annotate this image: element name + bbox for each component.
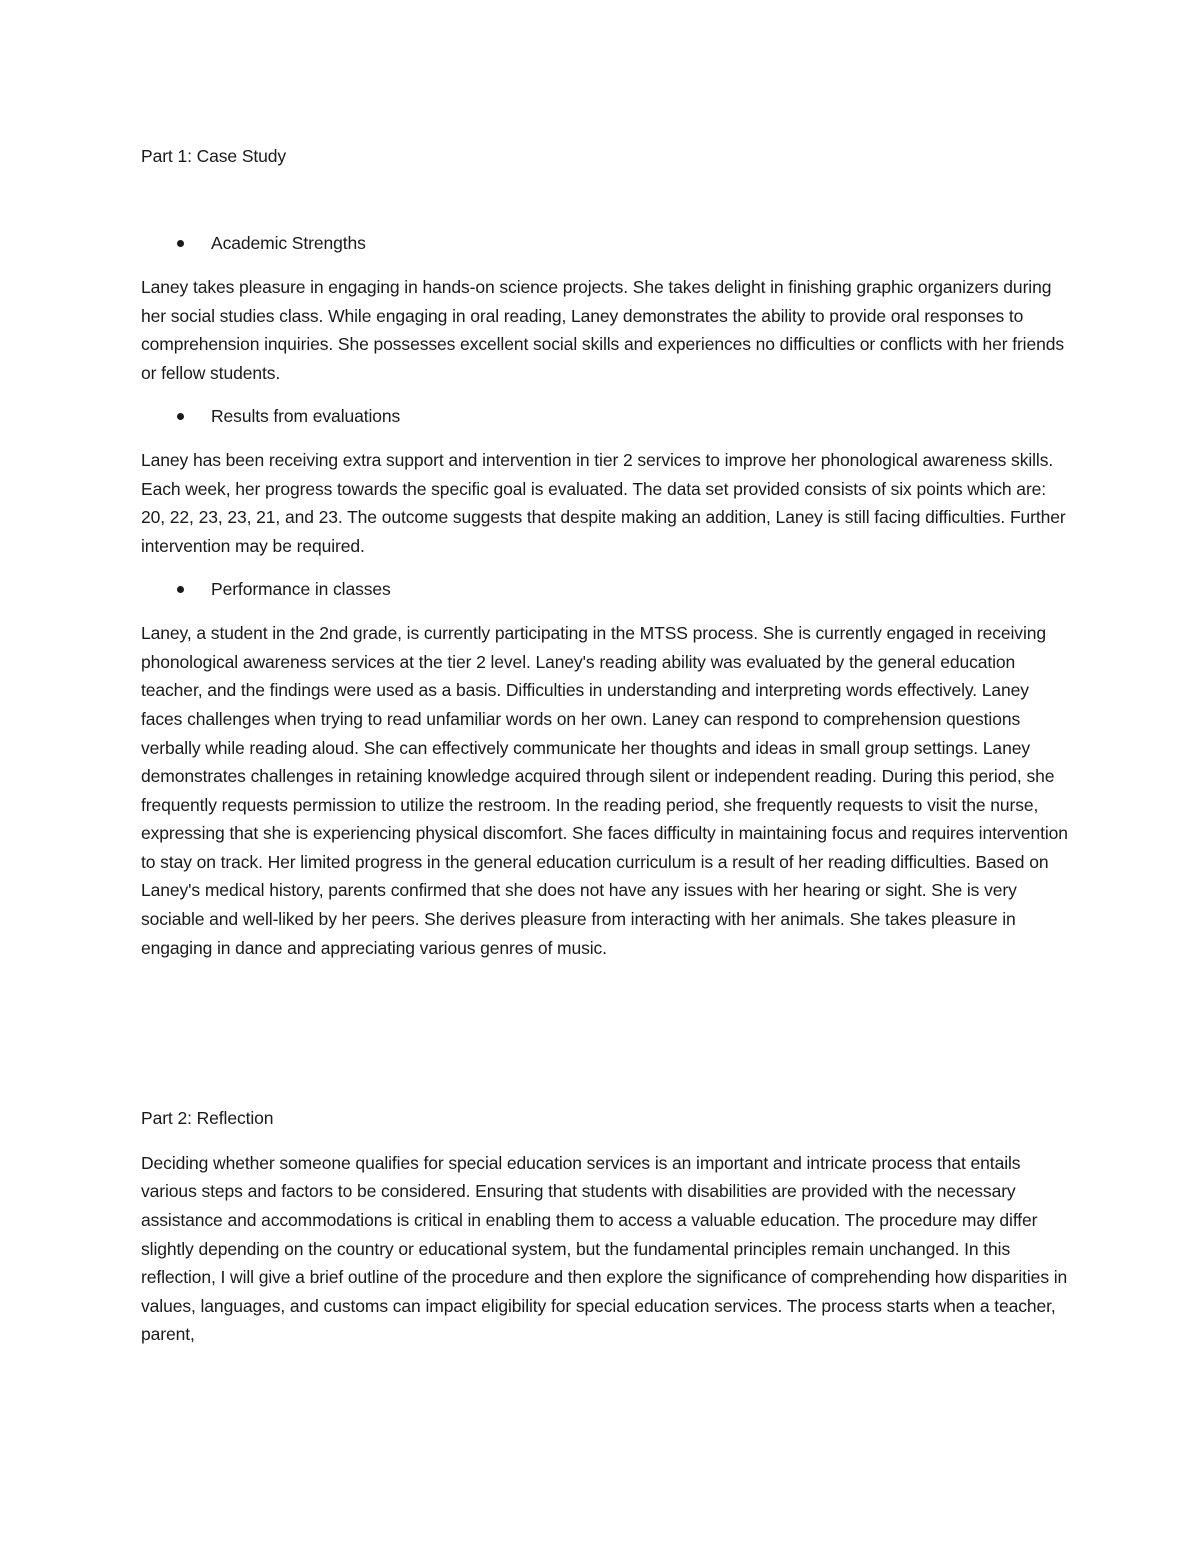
document-body (141, 142, 1071, 1349)
paragraph-academic-strengths: Laney takes pleasure in engaging in hands-on science projects. She takes delight in finishing graphic organizers during her social studies class. While engaging in oral reading, Laney demonstrates the ability to provide oral responses to comprehension inquiries. She possesses excellent social skills and experiences no difficulties or conflicts with her friends or fellow students. (141, 277, 1065, 383)
bullet-icon (177, 586, 184, 593)
bullet-academic-strengths (141, 229, 1071, 258)
bullet-icon (177, 413, 184, 420)
bullet-results-evaluations (141, 402, 1071, 431)
paragraph-performance-classes: Laney, a student in the 2nd grade, is currently participating in the MTSS process. She is currently engaged in receiving phonological awareness services at the tier 2 level. Laney's reading ability was evaluated by the general education teacher, and the findings were used as a basis. Difficulties in understanding and interpreting words effectively. Laney faces challenges when trying to read unfamiliar words on her own. Laney can respond to comprehension questions verbally while reading aloud. She can effectively communicate her thoughts and ideas in small group settings. Laney demonstrates challenges in retaining knowledge acquired through silent or independent reading. During this period, she frequently requests permission to utilize the restroom. In the reading period, she frequently requests to visit the nurse, expressing that she is experiencing physical discomfort. She faces difficulty in maintaining focus and requires intervention to stay on track. Her limited progress in the general education curriculum is a result of her reading difficulties. Based on Laney's medical history, parents confirmed that she does not have any issues with her hearing or sight. She is very sociable and well-liked by her peers. She derives pleasure from interacting with her animals. She takes pleasure in engaging in dance and appreciating various genres of music. (141, 623, 1068, 958)
part2-heading: Part 2: Reflection (141, 1108, 274, 1129)
bullet-label: Academic Strengths (211, 232, 366, 253)
bullet-performance-classes (141, 575, 1071, 604)
bullet-label: Performance in classes (211, 578, 391, 599)
paragraph-reflection: Deciding whether someone qualifies for special education services is an important and intricate process that entails various steps and factors to be considered. Ensuring that students with disabilities are provided with the necessary assistance and accommodations is critical in enabling them to access a valuable education. The procedure may differ slightly depending on the country or educational system, but the fundamental principles remain unchanged. In this reflection, I will give a brief outline of the procedure and then explore the significance of comprehending how disparities in values, languages, and customs can impact eligibility for special education services. The process starts when a teacher, parent, (141, 1152, 1068, 1345)
paragraph-results-evaluations: Laney has been receiving extra support and intervention in tier 2 services to improve her phonological awareness skills. Each week, her progress towards the specific goal is evaluated. The data set provided consists of six points which are: 20, 22, 23, 23, 21, and 23. The outcome suggests that despite making an addition, Laney is still facing difficulties. Further intervention may be required. (141, 450, 1066, 556)
part1-heading: Part 1: Case Study (141, 146, 287, 166)
bullet-icon (177, 240, 184, 247)
bullet-label: Results from evaluations (211, 405, 401, 426)
